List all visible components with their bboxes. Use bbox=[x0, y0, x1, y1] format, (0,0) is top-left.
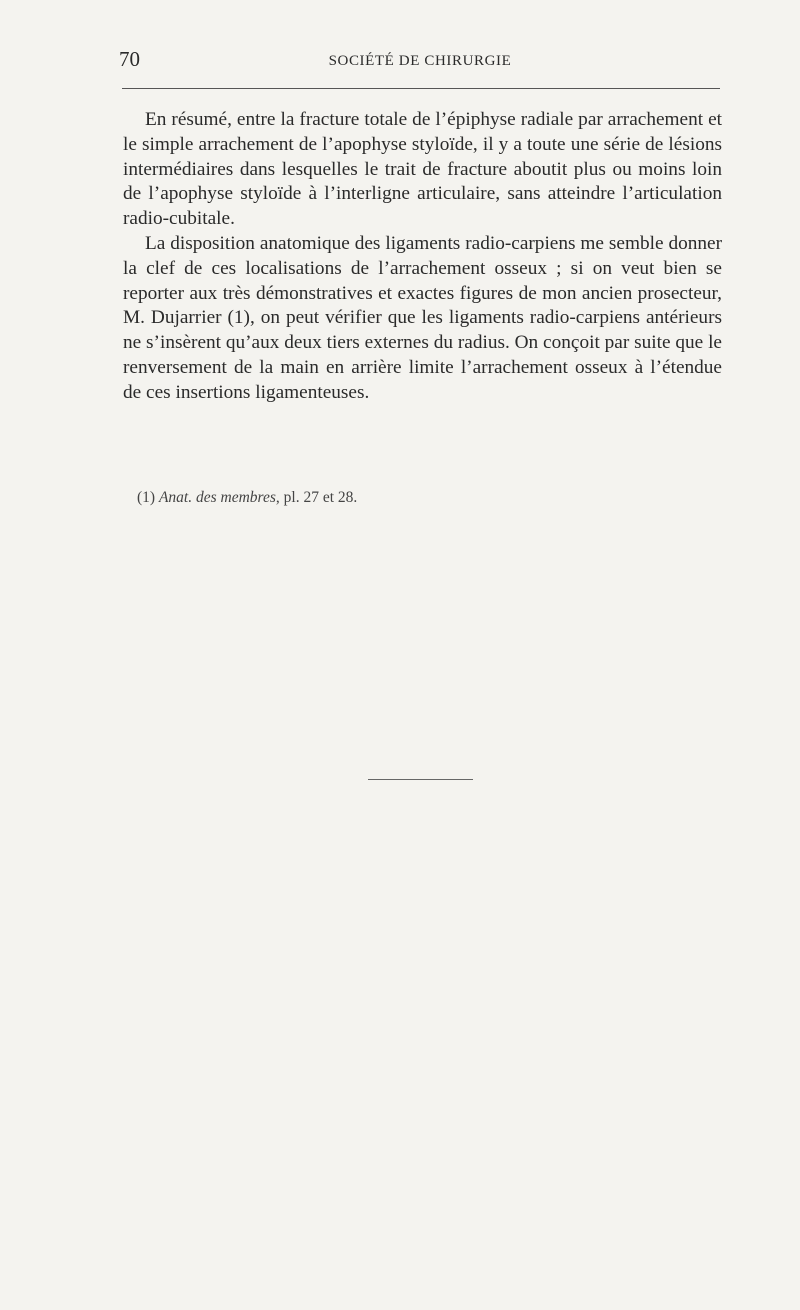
header-rule bbox=[122, 88, 720, 89]
body-text bbox=[123, 108, 722, 406]
footnote-rest: , pl. 27 et 28. bbox=[275, 489, 358, 506]
paragraph-1: En résumé, entre la fracture totale de l’épiphyse radiale par arrachement et le simple arrachement de l’apophyse styloïde, il y a toute une série de lésions intermédiaires dans lesquelles le trait de fracture aboutit plus ou moins loin de l’apophyse styloïde à l’interligne articulaire, sans atteindre l’articulation radio-cubitale. bbox=[123, 109, 722, 230]
footnote-marker: (1) bbox=[137, 489, 156, 506]
end-rule bbox=[368, 779, 473, 780]
footnote bbox=[137, 488, 357, 508]
running-head: SOCIÉTÉ DE CHIRURGIE bbox=[328, 53, 512, 69]
paragraph-2: La disposition anatomique des ligaments radio-carpiens me semble donner la clef de ces localisations de l’arrachement osseux ; si on veut bien se reporter aux très démonstratives et exactes figures de mon ancien prosecteur, M. Dujarrier (1), on peut vérifier que les ligaments radio-carpiens antérieurs ne s’insèrent qu’aux deux tiers externes du radius. On conçoit par suite que le renversement de la main en arrière limite l’arrachement osseux à l’étendue de ces insertions ligamenteuses. bbox=[123, 232, 722, 403]
footnote-title: Anat. des membres bbox=[158, 489, 276, 506]
page-number: 70 bbox=[119, 47, 140, 71]
